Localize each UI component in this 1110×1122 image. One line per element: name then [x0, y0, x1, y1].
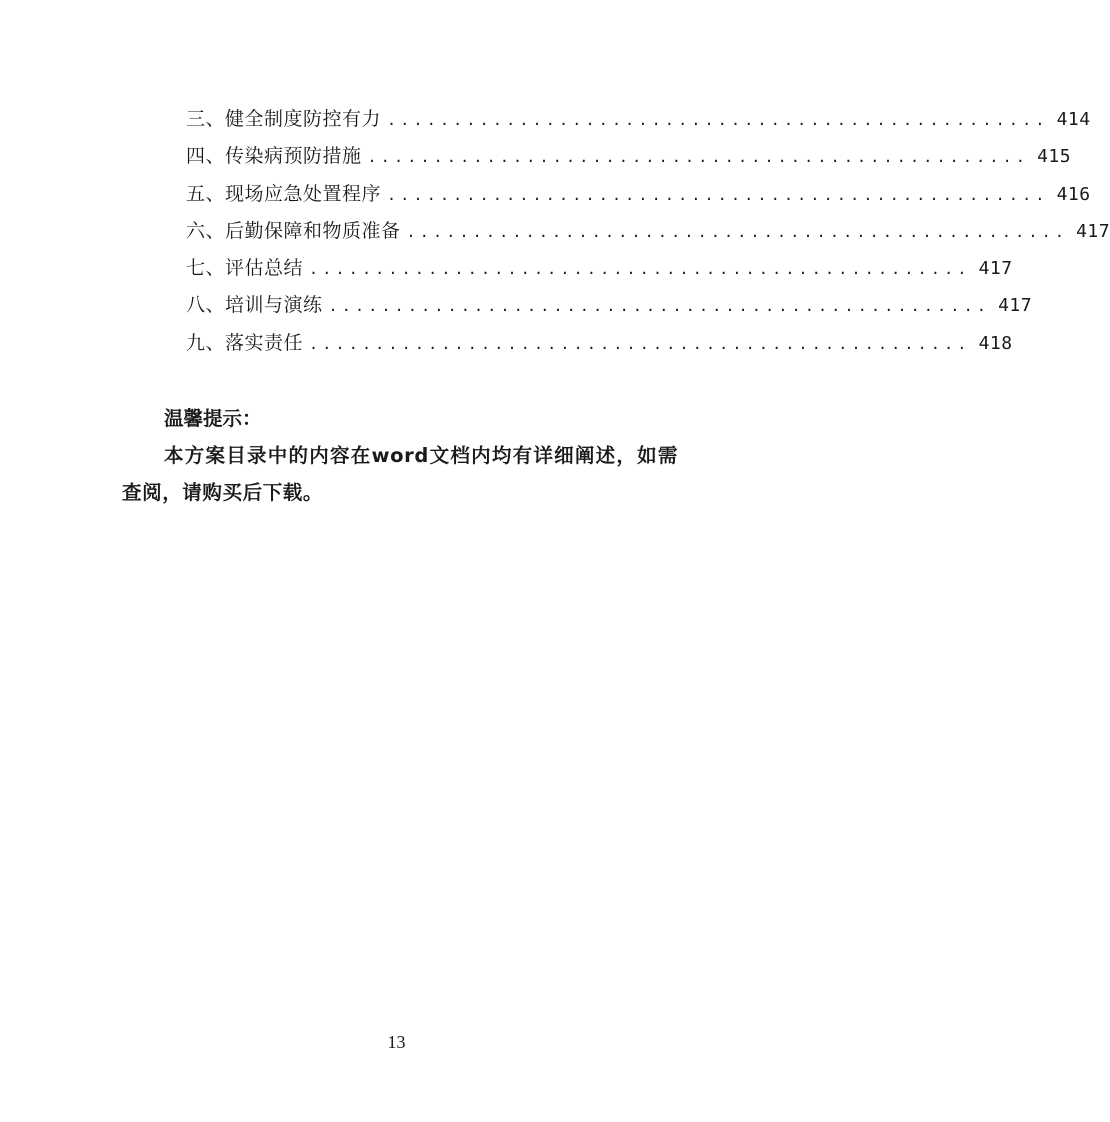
toc-entry[interactable]: [186, 216, 1110, 253]
toc-leader-dots: ..................................................: [367, 148, 1030, 167]
page-number: 13: [387, 1032, 406, 1052]
toc-entry-page: 414: [1056, 109, 1091, 130]
toc-entry[interactable]: [186, 253, 1013, 290]
toc-leader-dots: ..................................................: [406, 222, 1069, 241]
notice-body: 本方案目录中的内容在word文档内均有详细阐述，如需查阅，请购买后下载。: [122, 444, 678, 504]
toc-entry-title: 七、评估总结: [186, 257, 304, 280]
toc-entry-title: 六、后勤保障和物质准备: [186, 219, 401, 242]
toc-entry[interactable]: [186, 141, 1072, 178]
notice-heading: 温馨提示：: [164, 407, 262, 430]
toc-entry-page: 417: [998, 295, 1033, 317]
toc-entry[interactable]: [186, 328, 1013, 365]
toc-leader-dots: ..................................................: [309, 260, 971, 279]
toc-entry[interactable]: [186, 104, 1091, 141]
toc-entry-page: 416: [1056, 183, 1091, 205]
toc-entry[interactable]: [186, 179, 1091, 216]
toc-entry-title: 八、培训与演练: [186, 294, 323, 317]
toc-entry-page: 417: [978, 258, 1013, 280]
table-of-contents: [186, 104, 1110, 365]
toc-entry-title: 三、健全制度防控有力: [186, 108, 382, 130]
toc-leader-dots: ..................................................: [309, 334, 971, 353]
toc-entry-title: 五、现场应急处置程序: [186, 182, 382, 205]
toc-entry-title: 九、落实责任: [186, 331, 304, 354]
notice-section: [122, 400, 678, 511]
toc-entry-page: 415: [1037, 146, 1072, 168]
toc-entry-page: 418: [978, 332, 1013, 354]
toc-leader-dots: ..................................................: [387, 185, 1049, 204]
toc-leader-dots: ..................................................: [328, 297, 991, 316]
toc-entry-title: 四、传染病预防措施: [186, 145, 362, 168]
toc-entry-page: 417: [1076, 220, 1110, 242]
toc-leader-dots: ..................................................: [387, 111, 1049, 129]
toc-entry[interactable]: [186, 290, 1033, 327]
